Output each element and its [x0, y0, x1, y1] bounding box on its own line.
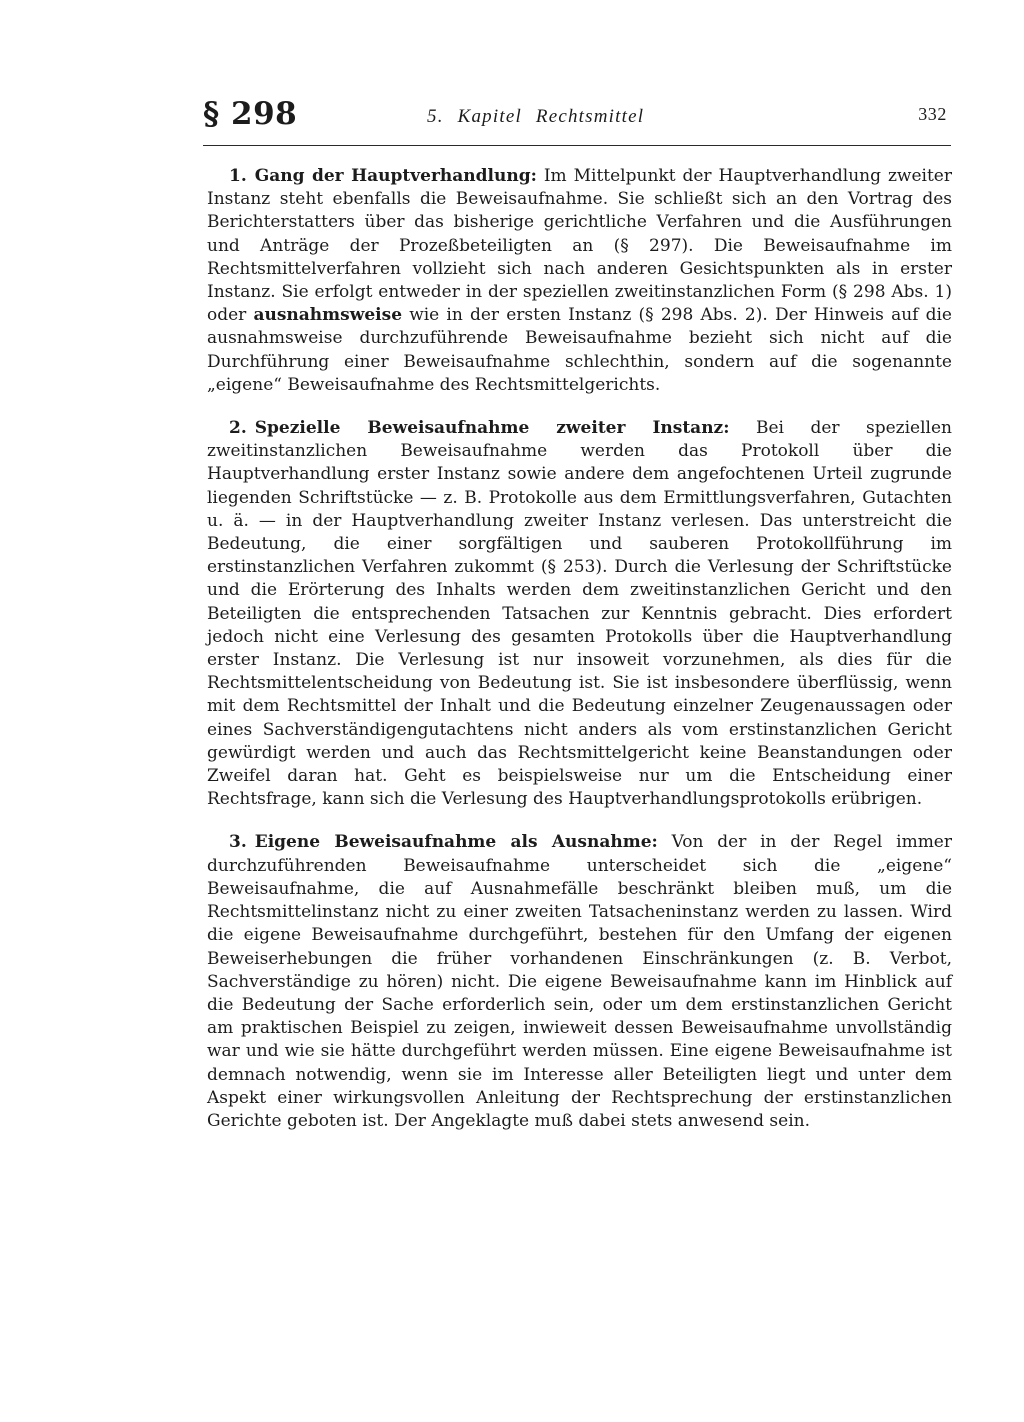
section-number: § 298	[203, 96, 298, 132]
body-text	[207, 165, 952, 1153]
paragraph-text-continued: wie in der ersten Instanz (§ 298 Abs. 2). Der Hinweis auf die ausnahmsweise durchzuführende Beweisaufnahme bezieht sich nicht auf die Durchführung einer Beweisaufnahme schlechthin, sondern auf die sogenannte „eigene“ Beweisaufnahme des Rechtsmittelgerichts.	[207, 305, 952, 395]
paragraph-heading: Gang der Hauptverhandlung:	[254, 166, 537, 186]
paragraph-heading: Eigene Beweisaufnahme als Ausnahme:	[254, 832, 658, 853]
paragraph-number: 1.	[229, 166, 247, 186]
paragraph-text: Von der in der Regel immer durchzuführenden Beweisaufnahme unterscheidet sich die „eigene“ Beweisaufnahme, die auf Ausnahmefälle beschränkt bleiben muß, um die Rechtsmittelinstanz nicht zu einer zweiten Tatsacheninstanz werden zu lassen. Wird die eigene Beweisaufnahme durchgeführt, bestehen für den Umfang der eigenen Beweiserhebungen die früher vorhandenen Einschränkungen (z. B. Verbot, Sachverständige zu hören) nicht. Die eigene Beweisaufnahme kann im Hinblick auf die Bedeutung der Sache erforderlich sein, oder um dem erstinstanzlichen Gericht am praktischen Beispiel zu zeigen, inwieweit dessen Beweisaufnahme unvollständig war und wie sie hätte durchgeführt werden müssen. Eine eigene Beweisaufnahme ist demnach notwendig, wenn sie im Interesse aller Beteiligten liegt und unter dem Aspekt einer wirkungsvollen Anleitung der Rechtsprechung der erstinstanzlichen Gerichte geboten ist. Der Angeklagte muß dabei stets anwesend sein.	[207, 832, 952, 1131]
page-header	[203, 96, 953, 144]
running-title: 5. Kapitel Rechtsmittel	[427, 106, 645, 127]
paragraph-2	[207, 417, 952, 811]
paragraph-number: 3.	[229, 832, 247, 853]
paragraph-text: Bei der speziellen zweitinstanzlichen Beweisaufnahme werden das Protokoll über die Hauptverhandlung erster Instanz sowie andere dem angefochtenen Urteil zugrunde liegenden Schriftstücke — z. B. Protokolle aus dem Ermittlungsverfahren, Gutachten u. ä. — in der Hauptverhandlung zweiter Instanz verlesen. Das unterstreicht die Bedeutung, die einer sorgfältigen und sauberen Protokollführung im erstinstanzlichen Verfahren zukommt (§ 253). Durch die Verlesung der Schriftstücke und die Erörterung des Inhalts werden dem zweitinstanzlichen Gericht und den Beteiligten die entsprechenden Tatsachen zur Kenntnis gebracht. Dies erfordert jedoch nicht eine Verlesung des gesamten Protokolls über die Hauptverhandlung erster Instanz. Die Verlesung ist nur insoweit vorzunehmen, als dies für die Rechtsmittelentscheidung von Bedeutung ist. Sie ist insbesondere überflüssig, wenn mit dem Rechtsmittel der Inhalt und die Bedeutung einzelner Zeugenaussagen oder eines Sachverständigengutachtens nicht anders als vom erstinstanzlichen Gericht gewürdigt werden und auch das Rechtsmittelgericht keine Beanstandungen oder Zweifel daran hat. Geht es beispielsweise nur um die Entscheidung einer Rechtsfrage, kann sich die Verlesung des Hauptverhandlungsprotokolls erübrigen.	[207, 418, 953, 810]
paragraph-3	[207, 831, 952, 1133]
paragraph-heading: Spezielle Beweisaufnahme zweiter Instanz:	[254, 418, 730, 439]
header-rule	[203, 145, 951, 146]
paragraph-text: Im Mittelpunkt der Hauptverhandlung zweiter Instanz steht ebenfalls die Beweisaufnahme. Sie schließt sich an den Vortrag des Berichterstatters über das bisherige gerichtliche Verfahren und die Ausführungen und Anträge der Prozeßbeteiligten an (§ 297). Die Beweisaufnahme im Rechtsmittelverfahren vollzieht sich nach anderen Gesichtspunkten als in erster Instanz. Sie erfolgt entweder in der speziellen zweitinstanzlichen Form (§ 298 Abs. 1) oder	[207, 166, 952, 326]
paragraph-number: 2.	[229, 418, 247, 439]
emphasized-word: ausnahmsweise	[253, 305, 403, 326]
paragraph-1	[207, 165, 952, 397]
page-number: 332	[918, 104, 947, 124]
